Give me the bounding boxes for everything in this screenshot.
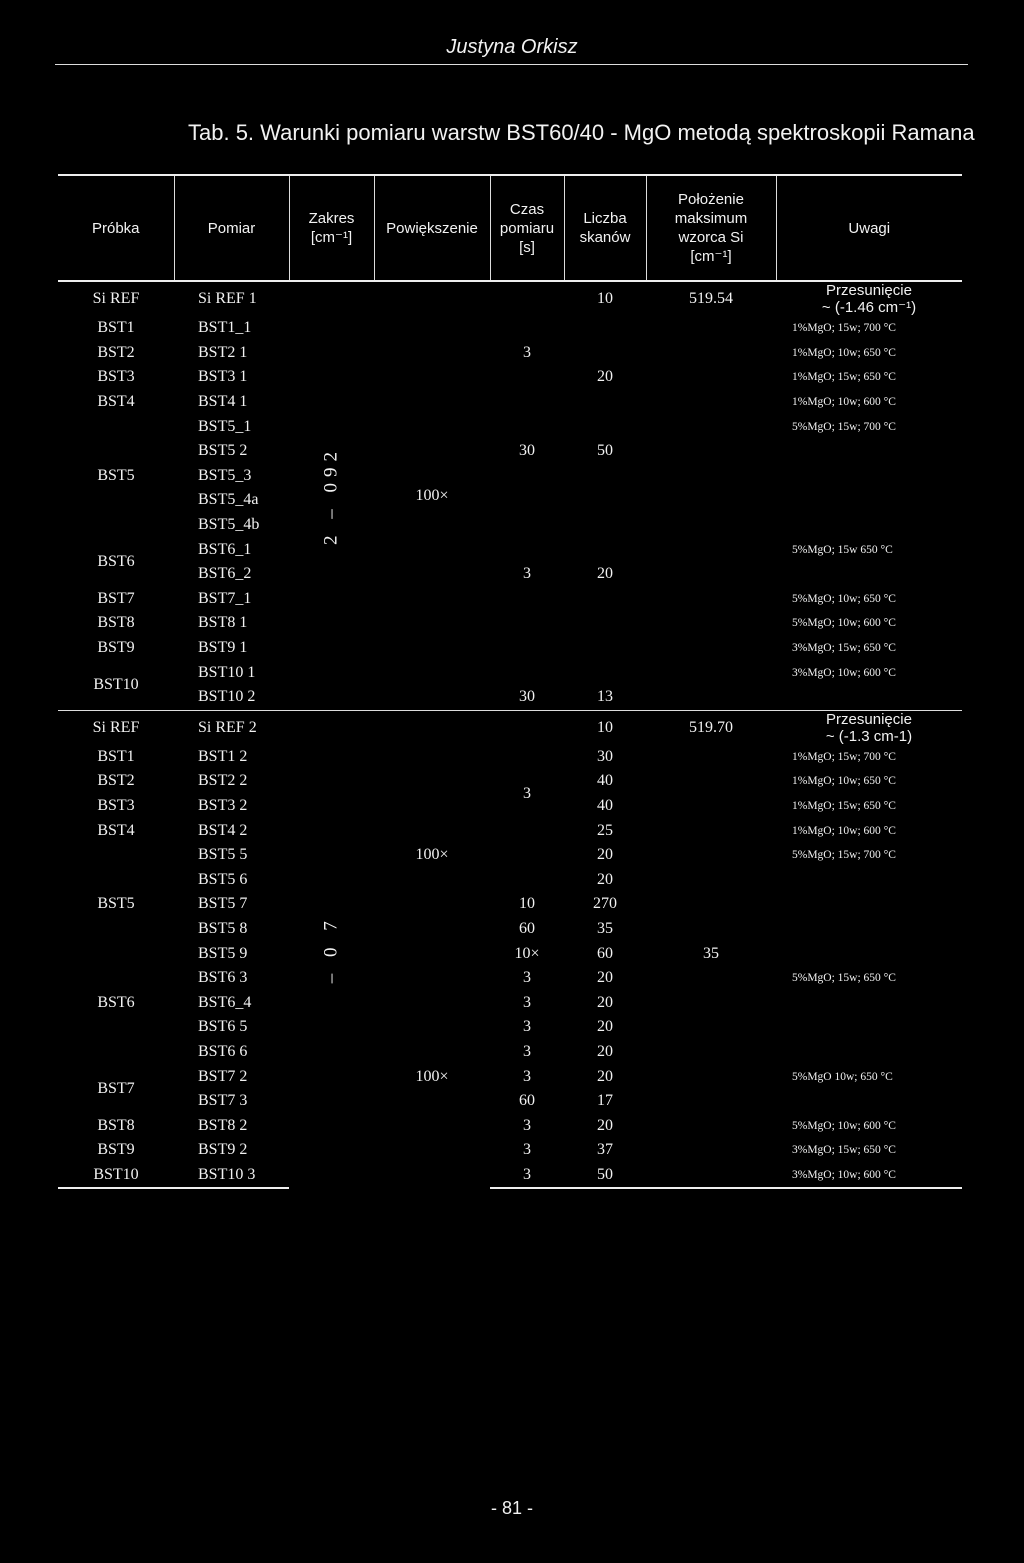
cell-polozenie — [646, 892, 776, 917]
cell-probka: Si REF — [92, 290, 140, 307]
table-row — [58, 941, 962, 966]
cell-pomiar: BST1_1 — [198, 319, 252, 337]
cell-probka — [58, 1015, 174, 1040]
cell-polozenie — [646, 414, 776, 439]
cell-czas: 60 — [519, 1092, 535, 1110]
cell-czas — [490, 365, 564, 390]
cell-uwagi: Przesunięcie ~ (-1.46 cm⁻¹) — [821, 282, 917, 316]
cell-zakres: 2 – 092 — [320, 445, 342, 545]
cell-pomiar: BST5 8 — [198, 919, 248, 937]
cell-powiekszenie: 100× — [415, 846, 449, 864]
cell-liczba — [564, 513, 646, 538]
cell-liczba: 20 — [597, 565, 613, 583]
cell-polozenie — [646, 818, 776, 843]
cell-probka: BST7 — [97, 1079, 135, 1097]
cell-pomiar: BST7 3 — [198, 1092, 248, 1110]
cell-polozenie — [646, 867, 776, 892]
table-row — [58, 1113, 962, 1138]
cell-czas — [490, 611, 564, 636]
cell-pomiar: BST5 7 — [198, 895, 248, 913]
cell-probka — [58, 414, 174, 439]
header-rule — [55, 64, 968, 65]
table-row — [58, 587, 962, 612]
cell-uwagi: 5%MgO 10w; 650 °C — [792, 1070, 893, 1083]
cell-pomiar: BST7_1 — [198, 589, 252, 607]
table-row — [58, 1163, 962, 1189]
cell-czas: 30 — [519, 442, 535, 460]
cell-uwagi: 3%MgO; 15w; 650 °C — [792, 642, 896, 655]
table-row — [58, 341, 962, 366]
cell-czas: 3 — [523, 343, 531, 361]
table-row — [58, 990, 962, 1015]
table-row — [58, 390, 962, 415]
cell-liczba — [564, 660, 646, 685]
cell-liczba: 10 — [597, 290, 613, 307]
table-row — [58, 439, 962, 464]
cell-liczba — [564, 636, 646, 661]
cell-czas — [490, 660, 564, 685]
cell-uwagi: 3%MgO; 10w; 600 °C — [776, 1163, 962, 1189]
cell-probka — [58, 867, 174, 892]
cell-probka: BST10 — [93, 675, 139, 693]
cell-czas — [490, 316, 564, 341]
cell-liczba: 40 — [597, 772, 613, 790]
cell-liczba — [564, 390, 646, 415]
table-row — [58, 537, 962, 562]
table-row — [58, 488, 962, 513]
cell-polozenie: 519.54 — [689, 290, 733, 307]
cell-liczba — [564, 537, 646, 562]
table-row — [58, 966, 962, 991]
cell-uwagi — [776, 488, 962, 513]
cell-uwagi: 5%MgO; 10w; 650 °C — [792, 592, 896, 605]
table-row — [58, 917, 962, 942]
col-powiekszenie: Powiększenie — [374, 175, 490, 281]
cell-polozenie — [646, 537, 776, 562]
cell-czas — [490, 464, 564, 489]
cell-czas: 30 — [519, 688, 535, 706]
cell-polozenie: 519.70 — [646, 710, 776, 745]
cell-uwagi: 5%MgO; 10w; 600 °C — [792, 617, 896, 630]
cell-czas: 3 — [490, 1163, 564, 1189]
cell-probka — [58, 439, 174, 464]
cell-czas: 3 — [523, 969, 531, 987]
cell-uwagi — [776, 439, 962, 464]
cell-liczba: 40 — [597, 796, 613, 814]
cell-czas: 3 — [523, 993, 531, 1011]
cell-probka — [58, 843, 174, 868]
cell-liczba: 37 — [597, 1141, 613, 1159]
cell-pomiar: BST5 2 — [198, 442, 248, 460]
table-row — [58, 685, 962, 710]
cell-pomiar: BST5 6 — [198, 870, 248, 888]
cell-czas: 10 — [519, 895, 535, 913]
cell-polozenie — [646, 990, 776, 1015]
cell-probka: BST5 — [97, 466, 135, 484]
cell-pomiar: BST10 2 — [198, 688, 256, 706]
cell-uwagi — [776, 562, 962, 587]
cell-liczba: 50 — [564, 1163, 646, 1189]
cell-liczba: 20 — [597, 969, 613, 987]
cell-pomiar: BST6 3 — [198, 969, 248, 987]
cell-polozenie — [646, 1089, 776, 1114]
cell-czas: 3 — [523, 1141, 531, 1159]
cell-pomiar: BST1 2 — [198, 747, 248, 765]
cell-czas: 3 — [523, 1116, 531, 1134]
cell-uwagi: 3%MgO; 15w; 650 °C — [792, 1144, 896, 1157]
cell-probka: BST8 — [97, 614, 135, 632]
col-polozenie: Położenie maksimum wzorca Si [cm⁻¹] — [646, 175, 776, 281]
running-header-author: Justyna Orkisz — [446, 36, 578, 58]
table-row — [58, 281, 962, 316]
cell-pomiar: BST6_1 — [198, 540, 252, 558]
cell-czas: 3 — [523, 1018, 531, 1036]
cell-liczba — [564, 464, 646, 489]
cell-polozenie — [646, 513, 776, 538]
cell-liczba: 30 — [597, 747, 613, 765]
cell-probka: BST2 — [97, 772, 135, 790]
cell-pomiar: BST7 2 — [198, 1067, 248, 1085]
cell-czas — [490, 414, 564, 439]
cell-probka: BST6 — [97, 552, 135, 570]
cell-polozenie — [646, 1064, 776, 1089]
cell-uwagi: 5%MgO; 15w 650 °C — [792, 543, 893, 556]
cell-czas: 3 — [523, 1042, 531, 1060]
cell-czas — [490, 390, 564, 415]
cell-liczba: 10 — [564, 710, 646, 745]
table-row — [58, 843, 962, 868]
col-czas: Czas pomiaru [s] — [490, 175, 564, 281]
cell-liczba: 20 — [597, 1067, 613, 1085]
cell-probka — [58, 513, 174, 538]
cell-czas: 60 — [519, 919, 535, 937]
cell-probka — [58, 917, 174, 942]
cell-polozenie — [646, 1015, 776, 1040]
table-row — [58, 513, 962, 538]
cell-pomiar: BST3 1 — [198, 368, 248, 386]
cell-probka: BST2 — [97, 343, 135, 361]
cell-pomiar: BST3 2 — [198, 796, 248, 814]
cell-czas — [490, 537, 564, 562]
cell-pomiar: BST9 1 — [198, 639, 248, 657]
cell-pomiar: BST2 1 — [198, 343, 248, 361]
table-row — [58, 660, 962, 685]
cell-czas — [490, 281, 564, 316]
cell-probka: BST10 — [58, 1163, 174, 1189]
cell-polozenie — [646, 1113, 776, 1138]
cell-liczba: 20 — [597, 1018, 613, 1036]
cell-czas — [490, 513, 564, 538]
cell-czas: 3 — [523, 784, 531, 802]
cell-pomiar: Si REF 1 — [198, 290, 257, 307]
col-probka: Próbka — [58, 175, 174, 281]
cell-pomiar: BST5_1 — [198, 417, 252, 435]
cell-uwagi: 1%MgO; 10w; 600 °C — [792, 396, 896, 409]
table-row — [58, 1015, 962, 1040]
cell-probka: BST7 — [97, 589, 135, 607]
cell-powiekszenie: 100× — [415, 1068, 449, 1086]
cell-liczba: 17 — [597, 1092, 613, 1110]
cell-czas — [490, 843, 564, 868]
table-row — [58, 867, 962, 892]
cell-pomiar: BST4 1 — [198, 393, 248, 411]
cell-uwagi: 5%MgO; 15w; 650 °C — [792, 972, 896, 985]
cell-probka: BST1 — [97, 747, 135, 765]
cell-uwagi — [776, 990, 962, 1015]
cell-czas — [490, 587, 564, 612]
cell-czas: 3 — [523, 1067, 531, 1085]
cell-czas — [490, 710, 564, 745]
cell-uwagi — [776, 464, 962, 489]
cell-polozenie — [646, 464, 776, 489]
table-row — [58, 1089, 962, 1114]
table-row — [58, 1064, 962, 1089]
table-row — [58, 1138, 962, 1163]
cell-pomiar: BST8 2 — [198, 1116, 248, 1134]
cell-probka: BST9 — [97, 1141, 135, 1159]
col-pomiar: Pomiar — [174, 175, 289, 281]
col-liczba: Liczba skanów — [564, 175, 646, 281]
table-row — [58, 562, 962, 587]
cell-czas — [490, 488, 564, 513]
cell-probka — [58, 1040, 174, 1065]
cell-pomiar: BST5 9 — [198, 944, 248, 962]
cell-pomiar: Si REF 2 — [174, 710, 289, 745]
cell-polozenie — [646, 365, 776, 390]
cell-liczba: 35 — [597, 919, 613, 937]
cell-pomiar: BST6 5 — [198, 1018, 248, 1036]
cell-probka: BST3 — [97, 796, 135, 814]
cell-liczba: 20 — [597, 846, 613, 864]
cell-pomiar: BST5_4a — [198, 491, 259, 509]
table-row — [58, 365, 962, 390]
table-row — [58, 710, 962, 745]
col-zakres: Zakres [cm⁻¹] — [289, 175, 374, 281]
page-number: - 81 - — [490, 1498, 533, 1518]
cell-liczba — [564, 341, 646, 366]
cell-liczba: 20 — [597, 870, 613, 888]
cell-probka: BST8 — [97, 1116, 135, 1134]
table-row — [58, 636, 962, 661]
cell-liczba: 20 — [597, 368, 613, 386]
cell-liczba — [564, 316, 646, 341]
cell-polozenie — [646, 1040, 776, 1065]
cell-uwagi: 3%MgO; 10w; 600 °C — [792, 666, 896, 679]
cell-polozenie — [646, 660, 776, 685]
cell-uwagi — [776, 1089, 962, 1114]
cell-uwagi: 1%MgO; 10w; 650 °C — [792, 346, 896, 359]
cell-liczba: 20 — [597, 1116, 613, 1134]
cell-pomiar: BST5_4b — [198, 516, 260, 534]
cell-polozenie — [646, 794, 776, 819]
table-row — [58, 611, 962, 636]
cell-polozenie — [646, 843, 776, 868]
cell-liczba: 20 — [597, 1042, 613, 1060]
table-caption: Tab. 5. Warunki pomiaru warstw BST60/40 - MgO metodą spektroskopii Ramana — [188, 120, 975, 145]
cell-polozenie — [646, 611, 776, 636]
cell-czas: 60 — [597, 944, 613, 962]
cell-polozenie — [646, 341, 776, 366]
col-uwagi: Uwagi — [776, 175, 962, 281]
cell-uwagi — [776, 1015, 962, 1040]
cell-liczba — [564, 611, 646, 636]
cell-polozenie — [646, 966, 776, 991]
cell-liczba: 20 — [597, 993, 613, 1011]
raman-conditions-table — [58, 174, 962, 1189]
cell-polozenie — [646, 1138, 776, 1163]
cell-pomiar: BST5_3 — [198, 466, 252, 484]
cell-uwagi — [776, 1040, 962, 1065]
cell-liczba: 50 — [597, 442, 613, 460]
table-row — [58, 414, 962, 439]
cell-polozenie — [646, 745, 776, 770]
cell-uwagi: 5%MgO; 10w; 600 °C — [792, 1119, 896, 1132]
cell-probka: BST6 — [97, 993, 135, 1011]
cell-liczba — [564, 488, 646, 513]
cell-pomiar: BST6_2 — [198, 565, 252, 583]
cell-uwagi: 1%MgO; 15w; 700 °C — [792, 750, 896, 763]
table-row — [58, 1040, 962, 1065]
cell-polozenie — [646, 636, 776, 661]
cell-polozenie — [646, 685, 776, 710]
cell-uwagi — [776, 685, 962, 710]
table-row — [58, 316, 962, 341]
cell-polozenie — [646, 316, 776, 341]
cell-probka: BST1 — [97, 319, 135, 337]
cell-czas — [490, 867, 564, 892]
cell-liczba — [564, 587, 646, 612]
cell-uwagi: 5%MgO; 15w; 700 °C — [792, 420, 896, 433]
cell-uwagi — [776, 917, 962, 942]
cell-polozenie — [646, 439, 776, 464]
cell-uwagi: 5%MgO; 15w; 700 °C — [792, 849, 896, 862]
cell-powiekszenie: 10× — [514, 944, 540, 962]
cell-pomiar: BST8 1 — [198, 614, 248, 632]
cell-uwagi — [776, 867, 962, 892]
cell-uwagi: 1%MgO; 15w; 700 °C — [792, 322, 896, 335]
cell-probka: Si REF — [58, 710, 174, 745]
cell-uwagi: 1%MgO; 10w; 600 °C — [792, 824, 896, 837]
cell-polozenie — [646, 587, 776, 612]
cell-uwagi: Przesunięcie ~ (-1.3 cm-1) — [776, 710, 962, 745]
cell-pomiar: BST10 3 — [174, 1163, 289, 1189]
cell-pomiar: BST6 6 — [198, 1042, 248, 1060]
table-row — [58, 464, 962, 489]
cell-uwagi — [776, 513, 962, 538]
cell-polozenie — [646, 769, 776, 794]
cell-uwagi: 1%MgO; 15w; 650 °C — [792, 799, 896, 812]
cell-polozenie — [776, 941, 962, 966]
cell-polozenie — [646, 488, 776, 513]
cell-liczba: 35 — [703, 944, 719, 962]
cell-probka: BST4 — [97, 821, 135, 839]
cell-powiekszenie — [374, 710, 490, 745]
cell-powiekszenie: 100× — [415, 486, 449, 504]
cell-probka — [58, 488, 174, 513]
cell-liczba: 25 — [597, 821, 613, 839]
cell-uwagi: 1%MgO; 10w; 650 °C — [792, 775, 896, 788]
cell-liczba: 13 — [597, 688, 613, 706]
cell-liczba — [564, 414, 646, 439]
cell-pomiar: BST9 2 — [198, 1141, 248, 1159]
table-row — [58, 892, 962, 917]
cell-polozenie — [646, 1163, 776, 1189]
cell-probka: BST9 — [97, 639, 135, 657]
cell-uwagi — [776, 892, 962, 917]
cell-polozenie — [646, 390, 776, 415]
cell-pomiar: BST5 5 — [198, 846, 248, 864]
cell-pomiar: BST2 2 — [198, 772, 248, 790]
cell-pomiar: BST4 2 — [198, 821, 248, 839]
cell-probka: BST3 — [97, 368, 135, 386]
cell-probka: BST4 — [97, 393, 135, 411]
cell-zakres: – 0 7 — [289, 710, 374, 1188]
cell-polozenie — [646, 917, 776, 942]
header-row — [58, 175, 962, 281]
cell-probka — [58, 941, 174, 966]
cell-polozenie — [646, 562, 776, 587]
cell-pomiar: BST10 1 — [198, 663, 256, 681]
cell-pomiar: BST6_4 — [198, 993, 252, 1011]
cell-probka — [58, 966, 174, 991]
cell-czas: 3 — [523, 565, 531, 583]
table-row — [58, 745, 962, 770]
cell-liczba: 270 — [593, 895, 617, 913]
cell-uwagi: 1%MgO; 15w; 650 °C — [792, 371, 896, 384]
cell-czas — [490, 636, 564, 661]
cell-probka: BST5 — [97, 895, 135, 913]
